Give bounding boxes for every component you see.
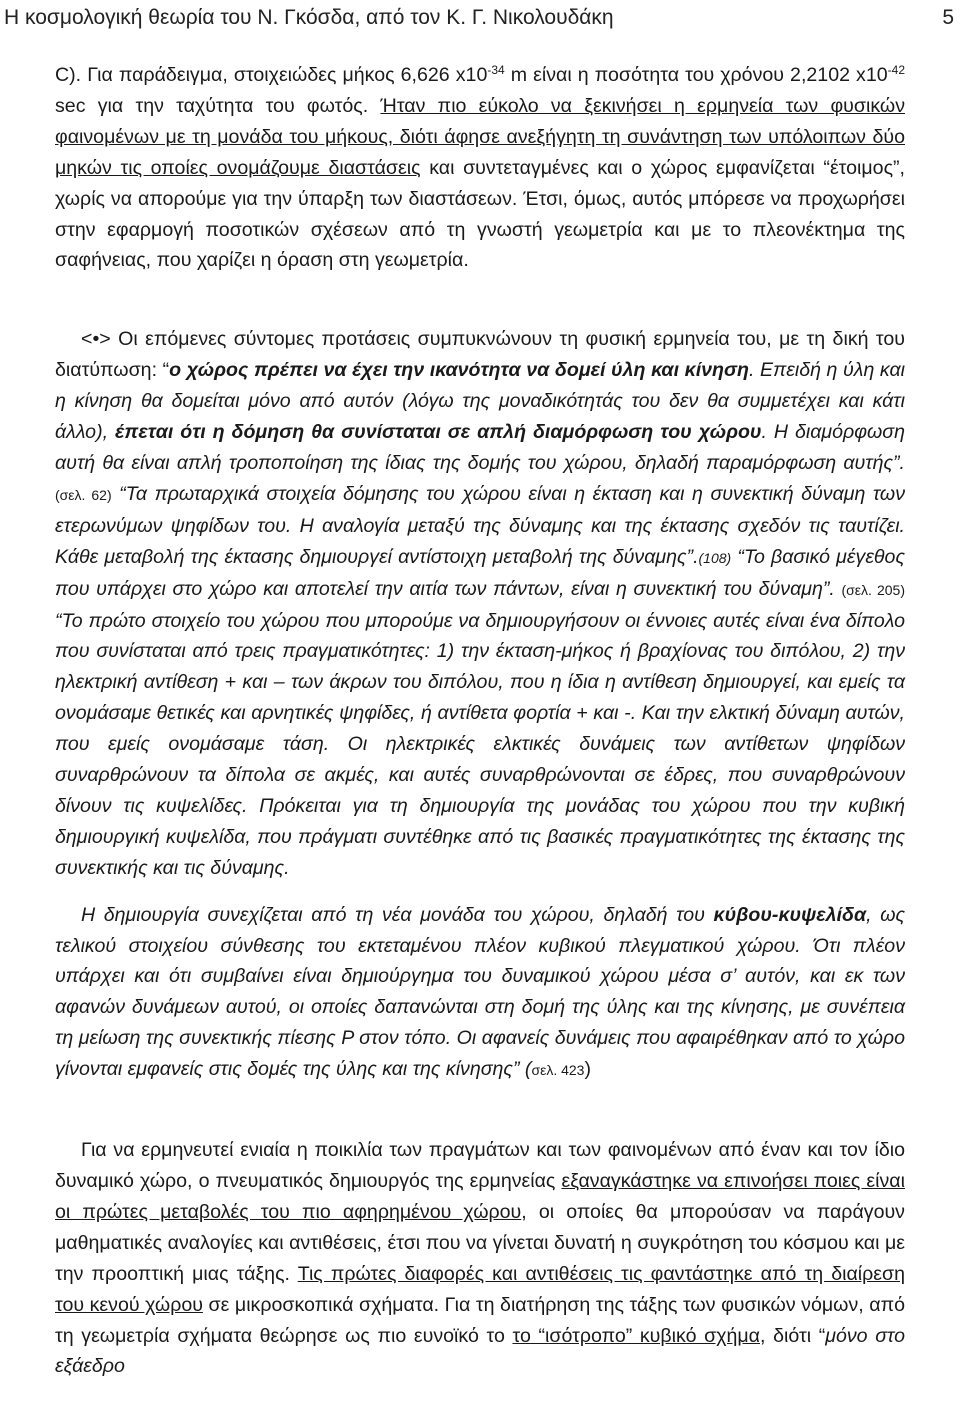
underlined-text: εξαναγκάστηκε να επινοήσει ποιες είναι οι πρώτες μεταβολές του πιο αφηρημένου χώρου xyxy=(55,1170,905,1223)
page-reference: (108) xyxy=(698,549,732,566)
text: Για να ερμηνευτεί ενιαία η ποικιλία των πραγμάτων και των φαινομένων από έναν και τον ίδιο δυναμικό χώρο, ο πνευματικός δημιουργός της ερμηνείας xyxy=(55,1139,905,1192)
bullet-marker: <•> xyxy=(81,328,111,351)
page-reference: (σελ. 205) xyxy=(841,581,906,598)
italic-text: , ως τελικού στοιχείου σύνθεσης του εκτεταμένου πλέον κυβικού πλεγματικού χώρου. Ότι πλέον υπάρχει και ότι συμβαίνει είναι δημιούργημα του δυναμικού χώρου μέσα σ’ αυτόν, και εκ των αφανών δυνάμεων αυτού, οι οποίες δαπανώνται στη δομή της ύλης και της κίνησης, με συνέπεια τη μείωση της συνεκτικής πίεσης P στον τόπο. Οι αφανείς δυνάμεις που αφαιρέθηκαν από το χώρο γίνονται εμφανείς στις δομές της ύλης και της κίνησης” ( xyxy=(55,903,905,1081)
bold-italic-text: έπεται ότι η δόμηση θα συνίσταται σε απλή διαμόρφωση του χώρου xyxy=(115,421,762,444)
text: sec για την ταχύτητα του φωτός. xyxy=(55,94,381,117)
page-header xyxy=(0,0,960,36)
superscript: -34 xyxy=(487,63,505,77)
italic-text: Η δημιουργία συνεχίζεται από τη νέα μονάδα του χώρου, δηλαδή του xyxy=(81,903,714,926)
running-title: Η κοσμολογική θεωρία του Ν. Γκόσδα, από τον Κ. Γ. Νικολουδάκη xyxy=(4,6,614,29)
italic-text: “Το βασικό μέγεθος που υπάρχει στο χώρο και αποτελεί την αιτία των πάντων, είναι η συνεκτική του δύναμη”. xyxy=(55,545,905,600)
italic-text: . Επειδή η ύλη και η κίνηση θα δομείται μόνο από αυτόν (λόγω της μοναδικότητάς του δεν θα συμμετέχει και κάτι άλλο), xyxy=(55,359,906,444)
paragraph-3 xyxy=(55,900,905,1086)
text: , οι οποίες θα μπορούσαν να παράγουν μαθηματικές αναλογίες και αντιθέσεις, έτσι που να γίνεται δυνατή η συγκρότηση του κόσμου και με την προοπτική μιας τάξης. xyxy=(55,1200,905,1285)
page-reference: σελ. 423 xyxy=(531,1062,585,1079)
underlined-text: Τις πρώτες διαφορές και αντιθέσεις τις φαντάστηκε από τη διαίρεση του κενού χώρου xyxy=(55,1262,906,1316)
page-reference: (σελ. 62) xyxy=(55,486,112,503)
italic-text: μόνο στο εξάεδρο xyxy=(55,1324,905,1378)
text: , διότι “ xyxy=(760,1324,826,1347)
superscript: -42 xyxy=(887,63,905,77)
text: σε μικροσκοπικά σχήματα. Για τη διατήρηση της τάξης των φυσικών νόμων, από τη γεωμετρία σχήματα θεώρησε ως πιο ευνοϊκό το xyxy=(55,1293,905,1347)
underlined-text: Ήταν πιο εύκολο να ξεκινήσει η ερμηνεία των φυσικών φαινομένων με τη μονάδα του μήκους, διότι άφησε ανεξήγητη τη συνάντηση των υπόλοιπων δύο μηκών τις οποίες ονομάζουμε διαστάσεις xyxy=(55,94,905,179)
bold-italic-text: κύβου-κυψελίδα xyxy=(713,903,867,926)
underlined-text: το “ισότροπο” κυβικό σχήμα xyxy=(512,1324,761,1347)
italic-text: “Το πρώτο στοιχείο του χώρου που μπορούμε να δημιουργήσουν οι έννοιες αυτές είναι ένα δίπολο που συνίσταται από τρεις πραγματικότητες: 1) την έκταση-μήκος ή βραχίονας του διπόλου, 2) την ηλεκτρική αντίθεση + και – των άκρων του διπόλου, που η ίδια η αντίθεση δημιουργεί, και εμείς τα ονομάσαμε θετικές και αρνητικές ψηφίδες, ή αντίθετα φορτία + και -. Και την ελκτική δύναμη αυτών, που εμείς ονομάσαμε τάση. Οι ηλεκτρικές ελκτικές δυνάμεις των αντίθετων ψηφίδων συναρθρώνουν τα δίπολα σε ακμές, και αυτές συναρθρώνονται σε έδρες, που συναρθρώνουν δίνουν τις κυψελίδες. Πρόκειται για τη δημιουργία της μονάδας του χώρου που την κυβική δημιουργική κυψελίδα, που πράγματι συντέθηκε από τις βασικές πραγματικότητες της έκτασης της συνεκτικής και τις δύναμης. xyxy=(55,609,905,879)
text: Οι επόμενες σύντομες προτάσεις συμπυκνώνουν τη φυσική ερμηνεία του, με τη δική του διατύπωση: “ xyxy=(55,328,905,382)
text: ) xyxy=(584,1058,592,1081)
paragraph-1 xyxy=(55,60,905,276)
page-number: 5 xyxy=(942,6,954,29)
text: C). Για παράδειγμα, στοιχειώδες μήκος 6,626 x10 xyxy=(55,64,488,86)
paragraph-2 xyxy=(55,324,905,883)
document-body xyxy=(55,60,905,1382)
text: και συντεταγμένες και ο χώρος εμφανίζεται “έτοιμος”, χωρίς να απορούμε για την ύπαρξη των διαστάσεων. Έτσι, όμως, αυτός μπόρεσε να προχωρήσει στην εφαρμογή ποσοτικών σχέσεων από τη γνωστή γεωμετρία και με το πλεονέκτημα της σαφήνειας, που χαρίζει η όραση στη γεωμετρία. xyxy=(55,156,905,272)
italic-text: . Η διαμόρφωση αυτή θα είναι απλή τροποποίηση της ίδιας της δομής του χώρου, δηλαδή παραμόρφωση αυτής”. xyxy=(55,421,906,474)
paragraph-4 xyxy=(55,1135,905,1382)
italic-text: “Τα πρωταρχικά στοιχεία δόμησης του χώρου είναι η έκταση και η συνεκτική δύναμη των ετερωνύμων ψηφίδων του. Η αναλογία μεταξύ της δύναμης και της έκτασης σχεδόν τις ταυτίζει. Κάθε μεταβολή της έκτασης δημιουργεί αντίστοιχη μεταβολή της δύναμης”. xyxy=(55,482,905,568)
bold-italic-text: ο χώρος πρέπει να έχει την ικανότητα να δομεί ύλη και κίνηση xyxy=(169,359,749,382)
text: m είναι η ποσότητα του χρόνου 2,2102 x10 xyxy=(504,64,888,86)
